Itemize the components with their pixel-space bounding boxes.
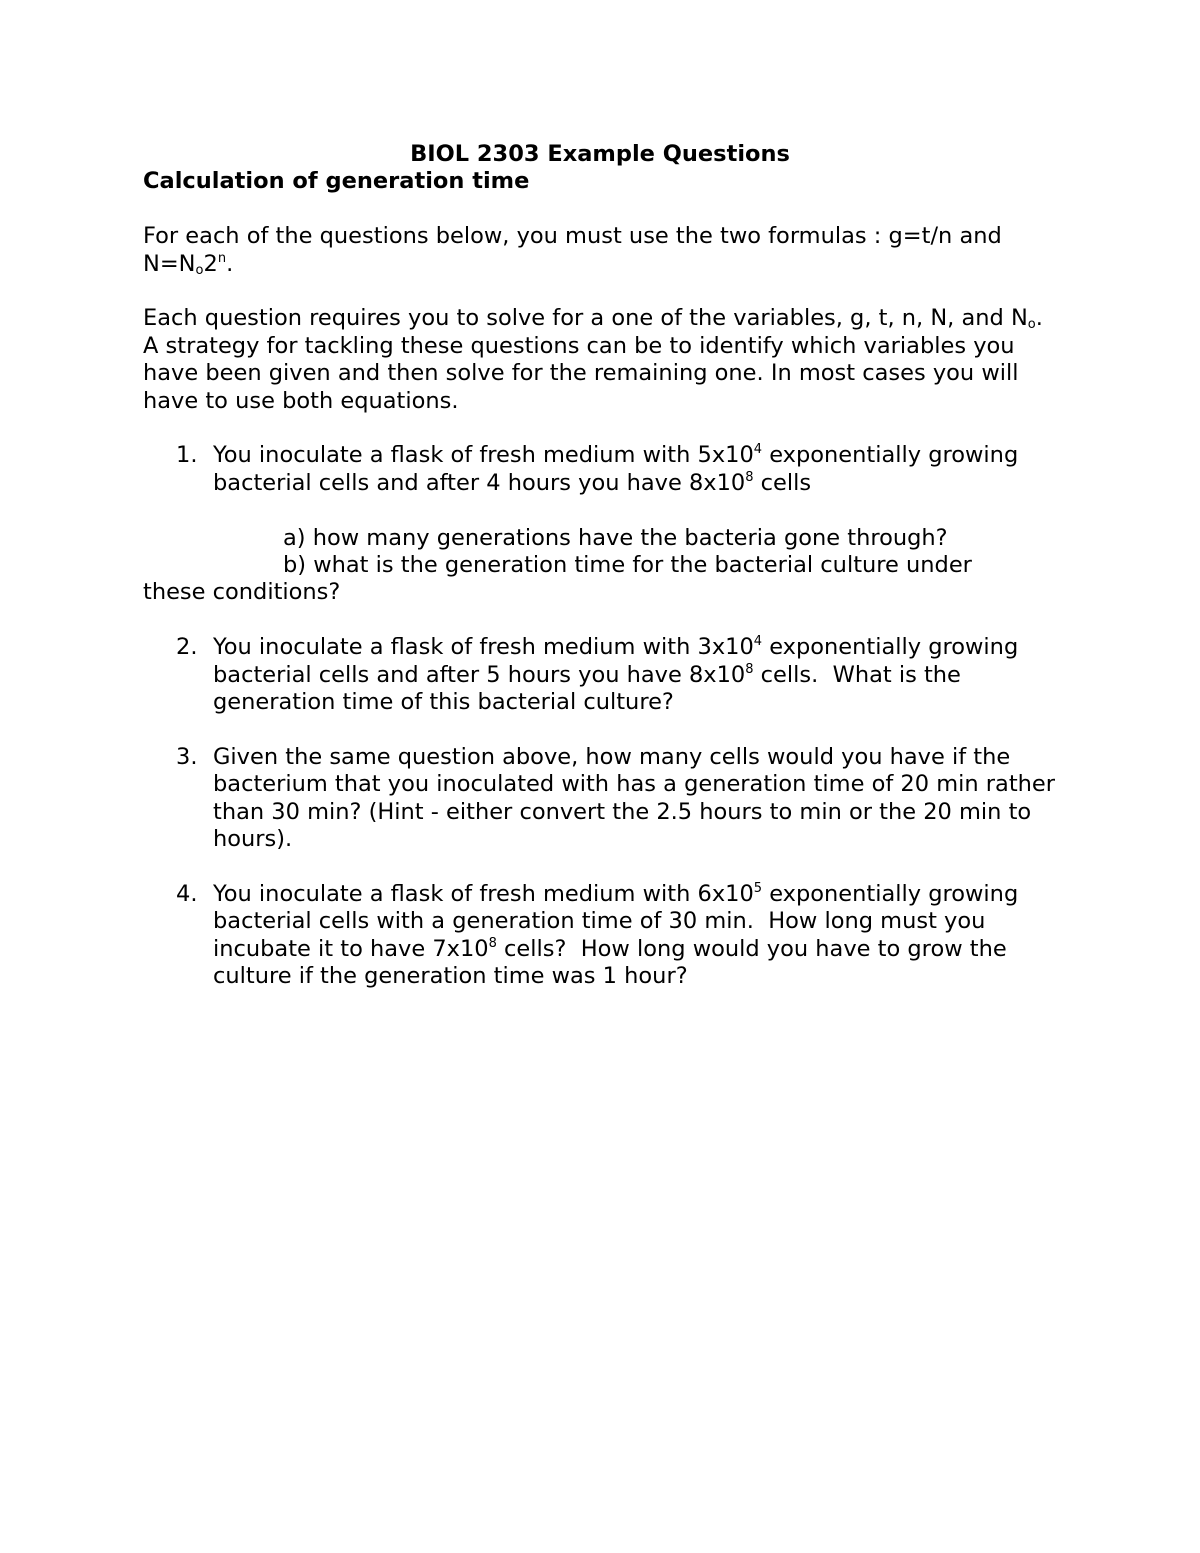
question-number: 1.: [176, 442, 198, 469]
document-subtitle: Calculation of generation time: [143, 168, 530, 195]
intro-text-1: For each of the questions below, you must use the two formulas : g=t/n and N=N: [143, 223, 1002, 277]
strategy-text-1: Each question requires you to solve for a one of the variables, g, t, n, N, and N: [143, 305, 1028, 332]
question-text: You inoculate a flask of fresh medium with 6x10: [213, 880, 754, 907]
question-superscript: 5: [753, 880, 763, 896]
question-number: 2.: [176, 634, 198, 661]
question-superscript: 8: [745, 469, 754, 485]
question-list-continued: [143, 634, 1063, 990]
subquestion-b-continued: these conditions?: [143, 579, 341, 606]
strategy-text-2: . A strategy for tackling these questions can be to identify which variables you have been given and then solve for the remaining one. In most cases you will have to use both equations.: [143, 305, 1043, 414]
question-text: cells. What is the generation time of this bacterial culture?: [213, 661, 969, 716]
question-text: cells: [753, 469, 812, 496]
question-superscript: 8: [745, 661, 754, 677]
intro-text-2: 2: [203, 250, 218, 277]
question-text: Given the same question above, how many cells would you have if the bacterium that you inoculated with has a generation time of 20 min rather than 30 min? (Hint - either convert the 2.5 hours to min or the 20 min to hours).: [213, 743, 1055, 853]
question-text: cells? How long would you have to grow the culture if the generation time was 1 hour?: [213, 935, 1014, 990]
question-item: [143, 442, 1063, 497]
question-item: [143, 881, 1063, 991]
subquestion-b: b) what is the generation time for the bacterial culture under: [283, 552, 972, 579]
document-content: [143, 141, 1063, 1018]
subquestion-a: a) how many generations have the bacteria gone through?: [283, 524, 948, 551]
question-superscript: 4: [753, 442, 763, 458]
question-list: [143, 442, 1063, 497]
question-superscript: 4: [753, 634, 763, 650]
question-item: [143, 634, 1063, 716]
question-item: [143, 744, 1063, 854]
question-number: 3.: [176, 743, 198, 770]
intro-text-3: .: [226, 250, 234, 277]
strategy-paragraph: [143, 305, 1063, 415]
document-title: BIOL 2303 Example Questions: [410, 141, 790, 167]
intro-superscript-n: n: [217, 250, 227, 266]
subquestion-block: [143, 525, 1063, 607]
intro-paragraph: [143, 223, 1063, 278]
strategy-subscript-o: o: [1027, 317, 1036, 333]
question-text: exponentially growing bacterial cells with a generation time of 30 min. How long must you incubate it to have 7x10: [213, 880, 1026, 962]
question-text: exponentially growing bacterial cells and after 4 hours you have 8x10: [213, 442, 1019, 496]
intro-subscript-o: o: [195, 262, 204, 278]
question-number: 4.: [176, 880, 198, 907]
question-text: You inoculate a flask of fresh medium with 5x10: [213, 442, 754, 469]
question-superscript: 8: [488, 935, 497, 951]
question-text: exponentially growing bacterial cells and after 5 hours you have 8x10: [213, 634, 1019, 688]
question-text: You inoculate a flask of fresh medium with 3x10: [213, 634, 754, 661]
